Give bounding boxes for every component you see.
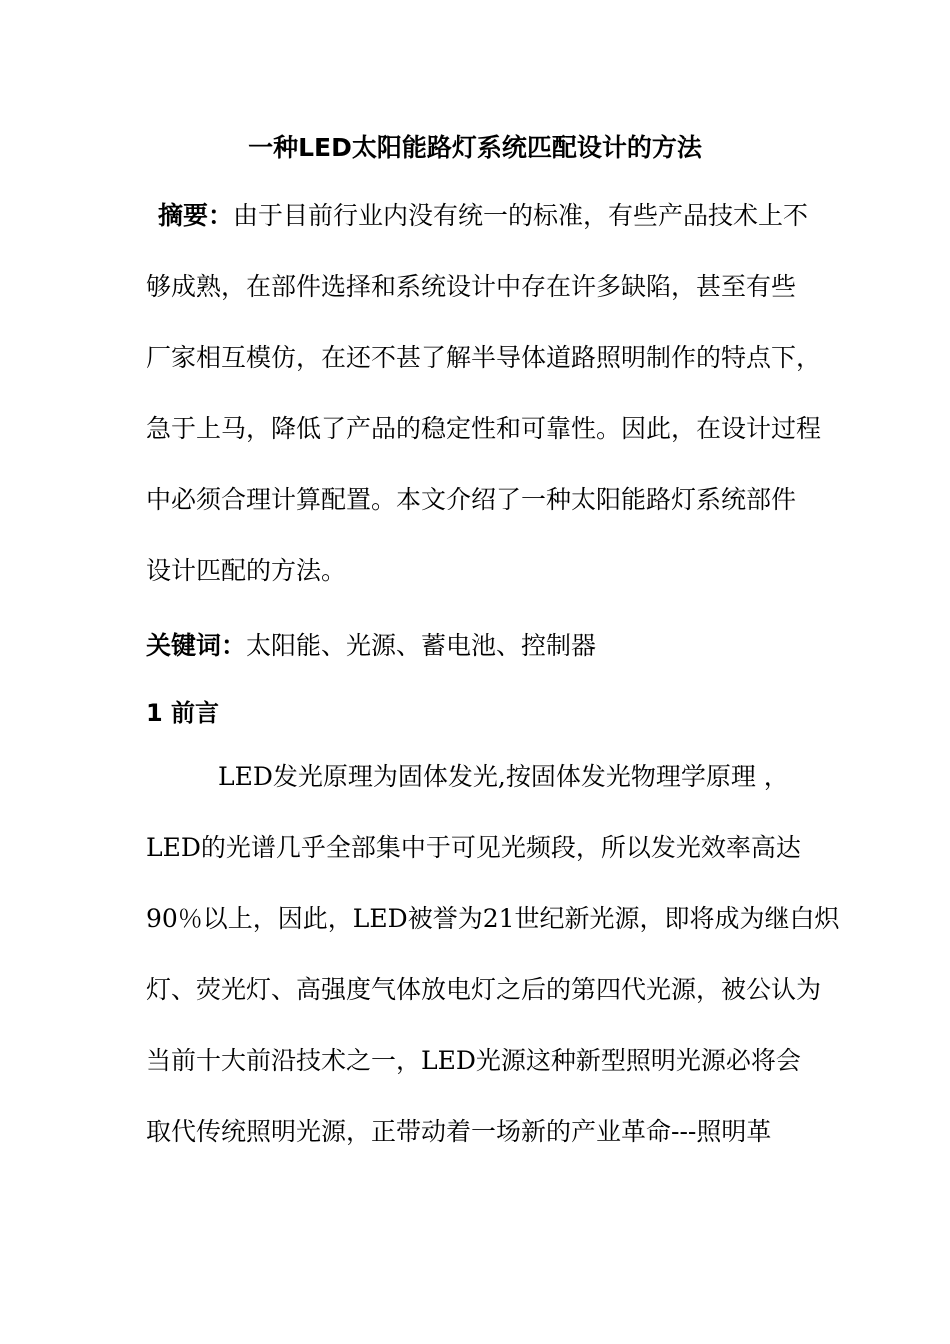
abstract-label: 摘要： [158,201,234,230]
abstract-text: 由于目前行业内没有统一的标准，有些产品技术上不 [233,201,809,230]
body-line: 90％以上，因此，LED被誉为21世纪新光源，即将成为继白炽 [146,904,840,933]
abstract-line: 设计匹配的方法。 [146,556,347,585]
document-title: 一种LED太阳能路灯系统匹配设计的方法 [248,133,702,162]
body-line: LED发光原理为固体发光,按固体发光物理学原理 ， [218,762,789,791]
abstract-line: 够成熟，在部件选择和系统设计中存在许多缺陷，甚至有些 [146,272,797,301]
keywords-line [146,626,814,666]
abstract-line: 中必须合理计算配置。本文介绍了一种太阳能路灯系统部件 [146,485,797,514]
section-heading: 1 前言 [146,699,220,727]
body-line: 取代传统照明光源，正带动着一场新的产业革命---照明革 [146,1117,772,1146]
abstract-line: 厂家相互模仿，在还不甚了解半导体道路照明制作的特点下， [146,343,822,372]
abstract-line [158,196,826,236]
body-line: 灯、荧光灯、高强度气体放电灯之后的第四代光源，被公认为 [146,975,822,1004]
keywords-text: 太阳能、光源、蓄电池、控制器 [246,631,597,660]
body-line: LED的光谱几乎全部集中于可见光频段，所以发光效率高达 [146,833,801,862]
keywords-label: 关键词： [146,631,247,660]
body-line: 当前十大前沿技术之一，LED光源这种新型照明光源必将会 [146,1046,801,1075]
abstract-line: 急于上马，降低了产品的稳定性和可靠性。因此，在设计过程 [146,414,822,443]
